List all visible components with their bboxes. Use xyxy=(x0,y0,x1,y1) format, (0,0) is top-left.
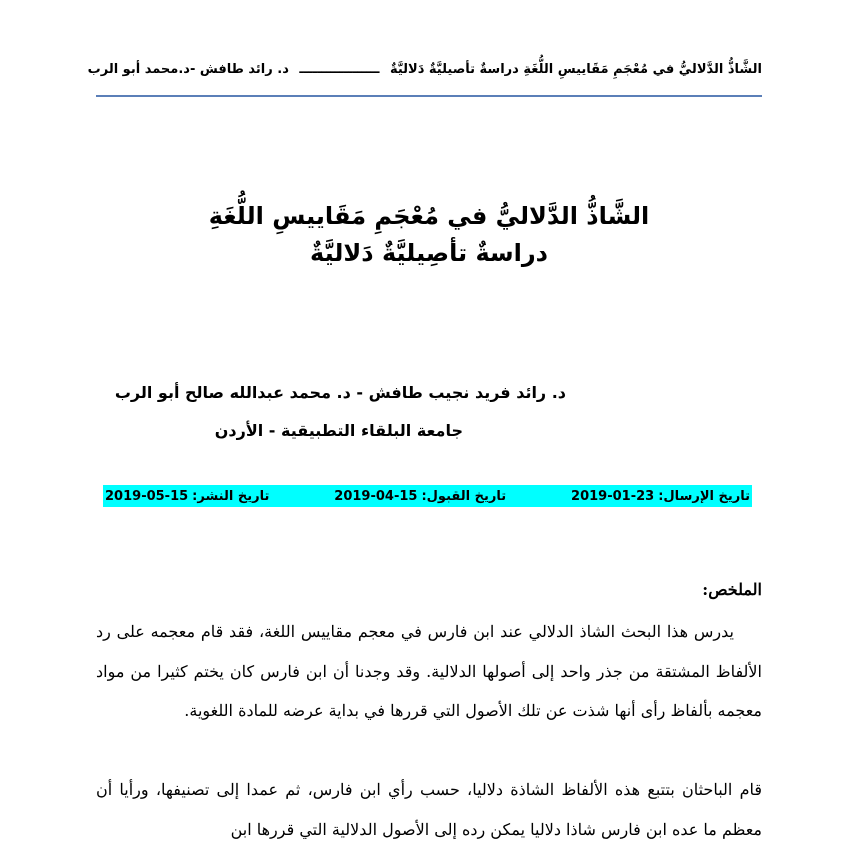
affiliation: جامعة البلقاء التطبيقية - الأردن xyxy=(214,421,463,440)
dates-bar xyxy=(103,485,752,507)
running-header-title: الشَّاذُّ الدَّلاليُّ في مُعْجَمِ مَقَاييسِ اللُّغَةِ دراسةٌ تأصيليَّةٌ دَلاليَّةٌ xyxy=(389,62,762,77)
paper-title-line-1: الشَّاذُّ الدَّلاليُّ في مُعْجَمِ مَقَاييسِ اللُّغَةِ xyxy=(208,202,650,230)
accepted-date-value: 2019-04-15 xyxy=(334,488,418,504)
accepted-date-label: تاريخ القبول: xyxy=(421,488,507,504)
submitted-date-label: تاريخ الإرسال: xyxy=(658,488,750,504)
abstract-paragraph-2: قام الباحثان بتتبع هذه الألفاظ الشاذة دلاليا، حسب رأي ابن فارس، ثم عمدا إلى تصنيفها، ورأيا أن معظم ما عده ابن فارس شاذا دلاليا يمكن رده إلى الأصول الدلالية التي قررها ابن xyxy=(96,780,762,839)
submitted-date-value: 2019-01-23 xyxy=(571,488,655,504)
abstract-paragraph-1: يدرس هذا البحث الشاذ الدلالي عند ابن فارس في معجم مقاييس اللغة، فقد قام معجمه على رد الألفاظ المشتقة من جذر واحد إلى أصولها الدلالية. وقد وجدنا أن ابن فارس كان يختم كثيرا من مواد معجمه بألفاظ رأى أنها شذت عن تلك الأصول التي قررها في بداية عرضه للمادة اللغوية. xyxy=(96,622,763,721)
published-date-label: تاريخ النشر: xyxy=(192,488,270,504)
running-header-authors: د. رائد طافش -د.محمد أبو الرب xyxy=(87,62,289,77)
running-header-separator: ــــــــــــــــــ xyxy=(299,62,380,77)
running-header xyxy=(87,62,762,77)
abstract-heading: الملخص: xyxy=(702,580,762,599)
published-date xyxy=(105,489,269,504)
accepted-date xyxy=(334,489,506,504)
paper-title-line-2: دراسةٌ تأصِيليَّةٌ دَلاليَّةٌ xyxy=(310,239,548,268)
submitted-date xyxy=(571,489,750,504)
published-date-value: 2019-05-15 xyxy=(105,488,189,504)
header-rule xyxy=(96,95,762,97)
paper-title xyxy=(90,198,768,272)
author-list: د. رائد فريد نجيب طافش - د. محمد عبدالله صالح أبو الرب xyxy=(114,383,566,402)
